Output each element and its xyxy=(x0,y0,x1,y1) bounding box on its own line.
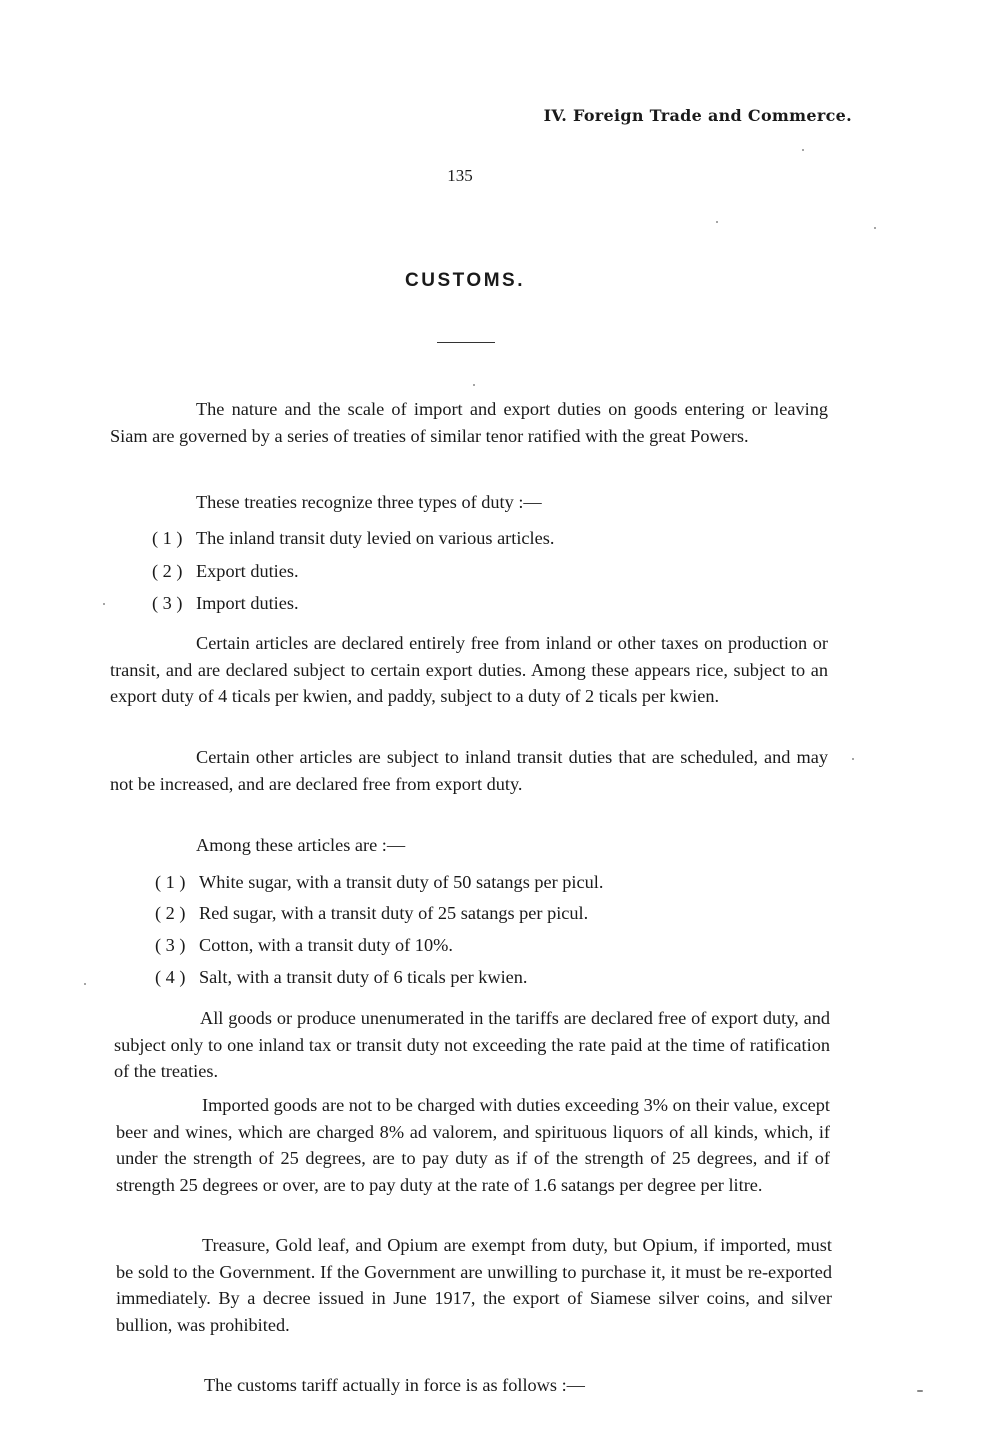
list-number: ( 1 ) xyxy=(152,528,183,548)
paragraph-articles-intro: Among these articles are :— xyxy=(196,835,406,855)
scan-speck xyxy=(716,221,718,223)
paragraph-unenumerated: All goods or produce unenumerated in the tariffs are declared free of export duty, and subject only to one inland tax or transit duty not exceeding the rate paid at the time of ratification of the treaties. xyxy=(114,1008,830,1081)
list-item xyxy=(155,900,588,927)
list-number: ( 2 ) xyxy=(152,561,183,581)
list-text: Salt, with a transit duty of 6 ticals per kwien. xyxy=(199,967,528,987)
list-item xyxy=(152,558,299,585)
list-item xyxy=(155,869,603,896)
list-item xyxy=(155,964,528,991)
scan-speck xyxy=(917,1390,923,1392)
list-text: Export duties. xyxy=(196,561,299,581)
title-divider xyxy=(437,342,495,343)
list-text: Red sugar, with a transit duty of 25 satangs per picul. xyxy=(199,903,589,923)
scan-speck xyxy=(84,983,86,985)
paragraph-free-articles: Certain articles are declared entirely free from inland or other taxes on production or transit, and are declared subject to certain export duties. Among these appears rice, subject to an export duty of 4 ticals per kwien, and paddy, subject to a duty of 2 ticals per kwien. xyxy=(110,633,828,706)
list-number: ( 3 ) xyxy=(155,935,186,955)
list-text: Import duties. xyxy=(196,593,299,613)
scan-speck xyxy=(852,758,854,760)
paragraph-treasure-opium: Treasure, Gold leaf, and Opium are exempt from duty, but Opium, if imported, must be sold to the Government. If the Government are unwilling to purchase it, it must be re-exported immediately. By a decree issued in June 1917, the export of Siamese silver coins, and silver bullion, was prohibited. xyxy=(116,1235,832,1335)
list-item xyxy=(155,932,453,959)
paragraph-imported-goods: Imported goods are not to be charged with duties exceeding 3% on their value, except beer and wines, which are charged 8% ad valorem, and spirituous liquors of all kinds, which, if under the strength of 25 degrees, are to pay duty as if of the strength of 25 degrees, and if of strength 25 degrees or over, are to pay duty at the rate of 1.6 satangs per degree per litre. xyxy=(116,1095,830,1195)
section-title: CUSTOMS. xyxy=(405,270,525,291)
list-item xyxy=(152,590,299,617)
list-text: White sugar, with a transit duty of 50 satangs per picul. xyxy=(199,872,604,892)
paragraph-tariff-intro: The customs tariff actually in force is as follows :— xyxy=(204,1375,585,1395)
page-number: 135 xyxy=(447,166,473,185)
scan-speck xyxy=(103,603,105,605)
paragraph-duty-types-intro: These treaties recognize three types of duty :— xyxy=(196,492,542,512)
paragraph-intro: The nature and the scale of import and export duties on goods entering or leaving Siam are governed by a series of treaties of similar tenor ratified with the great Powers. xyxy=(110,399,828,446)
list-number: ( 3 ) xyxy=(152,593,183,613)
list-number: ( 4 ) xyxy=(155,967,186,987)
list-text: Cotton, with a transit duty of 10%. xyxy=(199,935,453,955)
paragraph-transit-articles: Certain other articles are subject to inland transit duties that are scheduled, and may not be increased, and are declared free from export duty. xyxy=(110,747,828,794)
list-text: The inland transit duty levied on various articles. xyxy=(196,528,555,548)
scan-speck xyxy=(802,149,804,151)
running-head: IV. Foreign Trade and Commerce. xyxy=(543,106,852,125)
list-number: ( 1 ) xyxy=(155,872,186,892)
scan-speck xyxy=(874,227,876,229)
list-item xyxy=(152,525,554,552)
scan-speck xyxy=(473,384,475,386)
list-number: ( 2 ) xyxy=(155,903,186,923)
